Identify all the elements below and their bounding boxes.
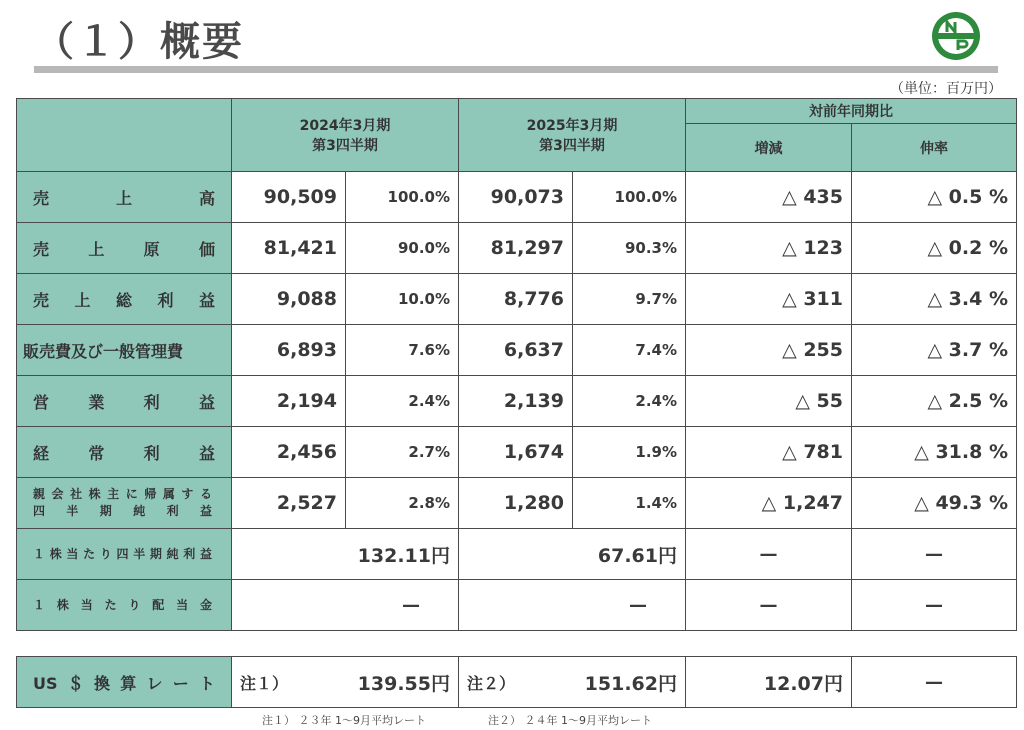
value-2024: 2,194 bbox=[232, 376, 346, 427]
header-fy2025-line1: 2025年3月期 bbox=[526, 118, 618, 134]
ratio-2025: 1.9% bbox=[573, 427, 686, 478]
row-label bbox=[17, 478, 232, 529]
change-value: △ 255 bbox=[686, 325, 852, 376]
ratio-2025: 7.4% bbox=[573, 325, 686, 376]
value-2025: 2,139 bbox=[459, 376, 573, 427]
value-2024: 90,509 bbox=[232, 172, 346, 223]
fx-label: US＄換算レート bbox=[17, 657, 232, 708]
table-row bbox=[17, 274, 1017, 325]
fx-rate-table bbox=[16, 656, 1017, 708]
fx-note1-ref: 注１） bbox=[232, 657, 302, 708]
fx-note2-ref: 注２） bbox=[459, 657, 529, 708]
ratio-2024: 7.6% bbox=[346, 325, 459, 376]
header-fy2025 bbox=[459, 99, 686, 172]
value-2024: 81,421 bbox=[232, 223, 346, 274]
table-row bbox=[17, 478, 1017, 529]
unit-note: （単位：百万円） bbox=[890, 81, 1002, 97]
footnote-1: 注１） ２３年 1～9月平均レート bbox=[262, 714, 426, 727]
row-label: 販売費及び一般管理費 bbox=[17, 325, 232, 376]
table-row bbox=[17, 580, 1017, 631]
summary-table bbox=[16, 98, 1017, 631]
ratio-2025: 100.0% bbox=[573, 172, 686, 223]
eps-2025: 67.61円 bbox=[459, 529, 686, 580]
table-row bbox=[17, 172, 1017, 223]
growth-rate: △ 49.3 % bbox=[852, 478, 1017, 529]
header-change: 増減 bbox=[686, 124, 852, 172]
value-2025: 1,280 bbox=[459, 478, 573, 529]
ratio-2024: 2.8% bbox=[346, 478, 459, 529]
ratio-2024: 10.0% bbox=[346, 274, 459, 325]
growth-rate: △ 3.7 % bbox=[852, 325, 1017, 376]
ratio-2024: 100.0% bbox=[346, 172, 459, 223]
growth-rate: △ 0.2 % bbox=[852, 223, 1017, 274]
company-logo bbox=[930, 10, 982, 62]
dividend-rate: — bbox=[852, 580, 1017, 631]
growth-rate: △ 31.8 % bbox=[852, 427, 1017, 478]
table-row bbox=[17, 529, 1017, 580]
header-corner bbox=[17, 99, 232, 172]
row-label-line2: 四半期純利益 bbox=[33, 504, 215, 518]
ratio-2025: 2.4% bbox=[573, 376, 686, 427]
dividend-2024: — bbox=[232, 580, 459, 631]
table-row bbox=[17, 376, 1017, 427]
row-label: 営業利益 bbox=[17, 376, 232, 427]
table-row bbox=[17, 657, 1017, 708]
change-value: △ 435 bbox=[686, 172, 852, 223]
footnote-2: 注２） ２４年 1～9月平均レート bbox=[488, 714, 652, 727]
page-title: （１）概要 bbox=[34, 19, 244, 65]
value-2025: 1,674 bbox=[459, 427, 573, 478]
dividend-label: １株当たり配当金 bbox=[17, 580, 232, 631]
row-label: 売上総利益 bbox=[17, 274, 232, 325]
row-label: 経常利益 bbox=[17, 427, 232, 478]
fx-change: 12.07円 bbox=[686, 657, 852, 708]
ratio-2025: 1.4% bbox=[573, 478, 686, 529]
value-2025: 90,073 bbox=[459, 172, 573, 223]
row-label: 売上原価 bbox=[17, 223, 232, 274]
header-yoy: 対前年同期比 bbox=[686, 99, 1017, 124]
change-value: △ 55 bbox=[686, 376, 852, 427]
eps-label: １株当たり四半期純利益 bbox=[17, 529, 232, 580]
table-row bbox=[17, 325, 1017, 376]
ratio-2025: 90.3% bbox=[573, 223, 686, 274]
change-value: △ 1,247 bbox=[686, 478, 852, 529]
ratio-2024: 90.0% bbox=[346, 223, 459, 274]
title-underline bbox=[34, 66, 998, 73]
table-row bbox=[17, 427, 1017, 478]
header-rate: 伸率 bbox=[852, 124, 1017, 172]
row-label-line1: 親会社株主に帰属する bbox=[33, 487, 215, 501]
value-2025: 6,637 bbox=[459, 325, 573, 376]
dividend-change: — bbox=[686, 580, 852, 631]
ratio-2024: 2.4% bbox=[346, 376, 459, 427]
table-row bbox=[17, 223, 1017, 274]
value-2025: 8,776 bbox=[459, 274, 573, 325]
header-fy2024 bbox=[232, 99, 459, 172]
fx-2025: 151.62円 bbox=[529, 657, 686, 708]
value-2024: 2,527 bbox=[232, 478, 346, 529]
eps-change: — bbox=[686, 529, 852, 580]
eps-2024: 132.11円 bbox=[232, 529, 459, 580]
eps-rate: — bbox=[852, 529, 1017, 580]
fx-rate: — bbox=[852, 657, 1017, 708]
value-2024: 9,088 bbox=[232, 274, 346, 325]
header-fy2024-line2: 第3四半期 bbox=[312, 138, 378, 154]
dividend-2025: — bbox=[459, 580, 686, 631]
change-value: △ 123 bbox=[686, 223, 852, 274]
row-label: 売上高 bbox=[17, 172, 232, 223]
change-value: △ 311 bbox=[686, 274, 852, 325]
growth-rate: △ 0.5 % bbox=[852, 172, 1017, 223]
growth-rate: △ 3.4 % bbox=[852, 274, 1017, 325]
change-value: △ 781 bbox=[686, 427, 852, 478]
ratio-2025: 9.7% bbox=[573, 274, 686, 325]
value-2025: 81,297 bbox=[459, 223, 573, 274]
growth-rate: △ 2.5 % bbox=[852, 376, 1017, 427]
value-2024: 2,456 bbox=[232, 427, 346, 478]
header-fy2024-line1: 2024年3月期 bbox=[299, 118, 391, 134]
fx-2024: 139.55円 bbox=[302, 657, 459, 708]
ratio-2024: 2.7% bbox=[346, 427, 459, 478]
header-fy2025-line2: 第3四半期 bbox=[539, 138, 605, 154]
value-2024: 6,893 bbox=[232, 325, 346, 376]
